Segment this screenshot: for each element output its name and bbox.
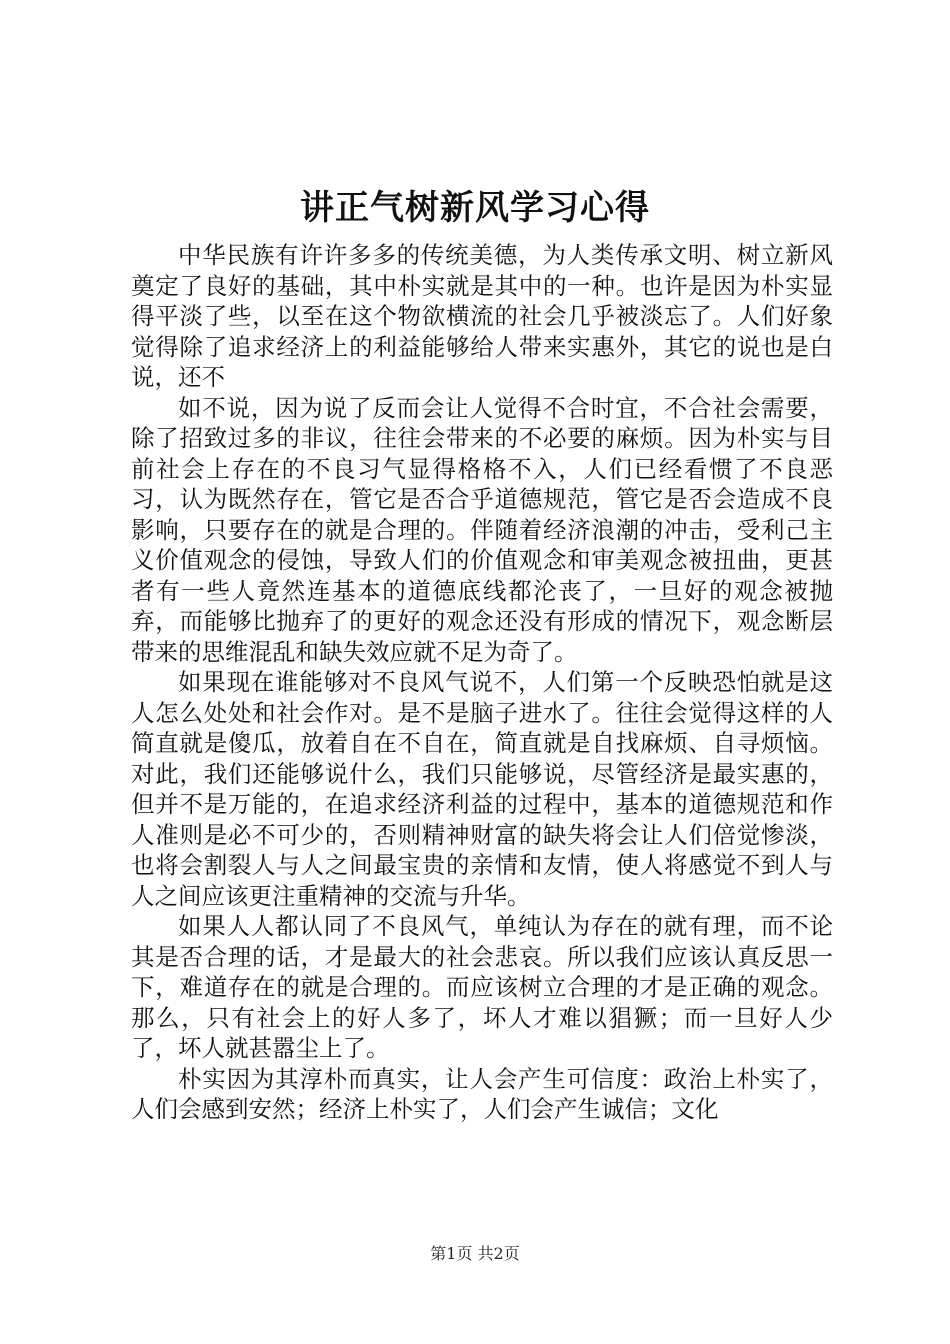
paragraph-4: 如果人人都认同了不良风气，单纯认为存在的就有理，而不论其是否合理的话，才是最大的社会悲哀。所以我们应该认真反思一下，难道存在的就是合理的。而应该树立合理的才是正确的观念。那么，只有社会上的好人多了，坏人才难以猖獗；而一旦好人少了，坏人就甚嚣尘上了。 [131,912,833,1062]
paragraph-1: 中华民族有许许多多的传统美德，为人类传承文明、树立新风奠定了良好的基础，其中朴实就是其中的一种。也许是因为朴实显得平淡了些，以至在这个物欲横流的社会几乎被淡忘了。人们好象觉得除了追求经济上的利益能够给人带来实惠外，其它的说也是白说，还不 [131,241,833,391]
document-body [131,240,833,1125]
paragraph-3: 如果现在谁能够对不良风气说不，人们第一个反映恐怕就是这人怎么处处和社会作对。是不是脑子进水了。往往会觉得这样的人简直就是傻瓜，放着自在不自在，简直就是自找麻烦、自寻烦恼。对此，我们还能够说什么，我们只能够说，尽管经济是最实惠的，但并不是万能的，在追求经济利益的过程中，基本的道德规范和作人准则是必不可少的，否则精神财富的缺失将会让人们倍觉惨淡，也将会割裂人与人之间最宝贵的亲情和友情，使人将感觉不到人与人之间应该更注重精神的交流与升华。 [131,668,833,910]
page-footer: 第1页 共2页 [430,1244,520,1263]
paragraph-2: 如不说，因为说了反而会让人觉得不合时宜，不合社会需要，除了招致过多的非议，往往会带来的不必要的麻烦。因为朴实与目前社会上存在的不良习气显得格格不入，人们已经看惯了不良恶习，认为既然存在，管它是否合乎道德规范，管它是否会造成不良影响，只要存在的就是合理的。伴随着经济浪潮的冲击，受利己主义价值观念的侵蚀，导致人们的价值观念和审美观念被扭曲，更甚者有一些人竟然连基本的道德底线都沦丧了，一旦好的观念被抛弃，而能够比抛弃了的更好的观念还没有形成的情况下，观念断层带来的思维混乱和缺失效应就不足为奇了。 [131,393,833,666]
paragraph-5: 朴实因为其淳朴而真实，让人会产生可信度：政治上朴实了，人们会感到安然；经济上朴实了，人们会产生诚信；文化 [131,1064,833,1123]
document-title: 讲正气树新风学习心得 [300,188,650,228]
